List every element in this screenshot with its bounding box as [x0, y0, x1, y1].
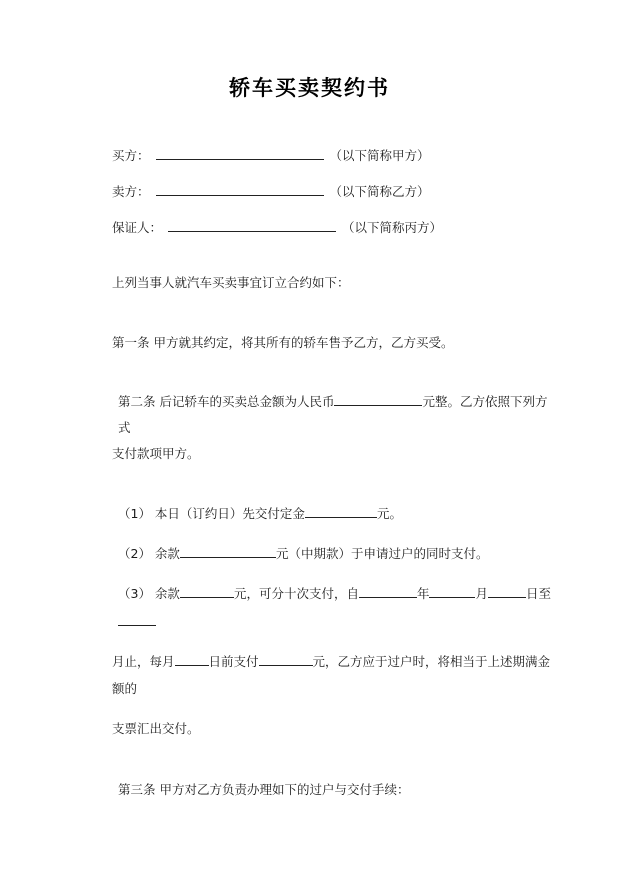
clause-2: [60, 389, 559, 466]
party-row-buyer: [60, 146, 559, 164]
payment-item-3-cont-2: 支票汇出交付。: [112, 721, 200, 737]
payment-item-3-blank-amount[interactable]: [180, 584, 234, 598]
payment-item-3-text-h: 元，乙方应于过户时，将相当于上述期满金额的: [112, 653, 551, 697]
payment-item-2-blank[interactable]: [180, 544, 276, 558]
page-title: 轿车买卖契约书: [229, 76, 390, 100]
payment-item-3-text-b: 元，可分十次支付，自: [233, 586, 359, 602]
clause-2-amount-blank[interactable]: [334, 392, 422, 406]
clause-2-line-2: 支付款项甲方。: [112, 445, 200, 461]
clause-2-text-b: 元整。乙方依照下列方式: [118, 394, 548, 435]
party-label-guarantor: 保证人：: [112, 220, 163, 235]
payment-item-1-text-b: 元。: [376, 506, 402, 522]
payment-item-3: [60, 580, 559, 635]
party-blank-seller[interactable]: [156, 182, 324, 196]
payment-item-3-text-g: 日前支付: [208, 653, 259, 669]
payment-item-3-text-e: 日至: [525, 586, 551, 602]
party-label-seller: 卖方：: [112, 184, 150, 199]
payment-item-2-text-b: 元（中期款）于申请过户的同时支付。: [275, 546, 489, 562]
party-block: [60, 146, 559, 236]
intro-paragraph: 上列当事人就汽车买卖事宜订立合约如下：: [112, 275, 350, 290]
payment-item-1-blank[interactable]: [305, 504, 377, 518]
payment-item-3-text-c: 年: [416, 586, 430, 602]
payment-item-3-text-d: 月: [475, 586, 488, 602]
clause-3: 第三条 甲方对乙方负责办理如下的过户与交付手续：: [118, 781, 410, 797]
payment-item-3-blank-day[interactable]: [488, 584, 526, 598]
party-label-buyer: 买方：: [112, 148, 150, 163]
payment-item-3-blank-month[interactable]: [429, 584, 475, 598]
payment-item-3-blank-end[interactable]: [118, 612, 156, 626]
party-blank-buyer[interactable]: [156, 146, 324, 160]
party-suffix-buyer: （以下简称甲方）: [329, 148, 430, 163]
payment-item-2: [60, 540, 559, 568]
payment-item-1-text-a: （1） 本日（订约日）先交付定金: [118, 506, 305, 522]
document-page: [0, 72, 619, 872]
payment-item-2-text-a: （2） 余款: [118, 546, 180, 562]
clause-1: 第一条 甲方就其约定，将其所有的轿车售予乙方，乙方买受。: [112, 334, 454, 350]
payment-item-3-text-a: （3） 余款: [118, 586, 180, 602]
clause-2-text-a: 第二条 后记轿车的买卖总金额为人民币: [118, 394, 335, 410]
party-suffix-seller: （以下简称乙方）: [329, 184, 430, 199]
party-suffix-guarantor: （以下简称丙方）: [342, 220, 443, 235]
payment-item-3-blank-monthly[interactable]: [259, 652, 313, 666]
party-row-guarantor: [60, 218, 559, 236]
payment-item-1: [60, 500, 559, 528]
payment-item-3-cont-1: [60, 648, 559, 703]
party-blank-guarantor[interactable]: [168, 218, 336, 232]
party-row-seller: [60, 182, 559, 200]
payment-item-3-blank-year[interactable]: [359, 584, 417, 598]
payment-item-3-text-f: 月止，每月: [112, 653, 175, 669]
payment-item-3-blank-dueday[interactable]: [175, 652, 209, 666]
payment-items: [60, 500, 559, 743]
clause-2-line-1: [60, 389, 559, 440]
